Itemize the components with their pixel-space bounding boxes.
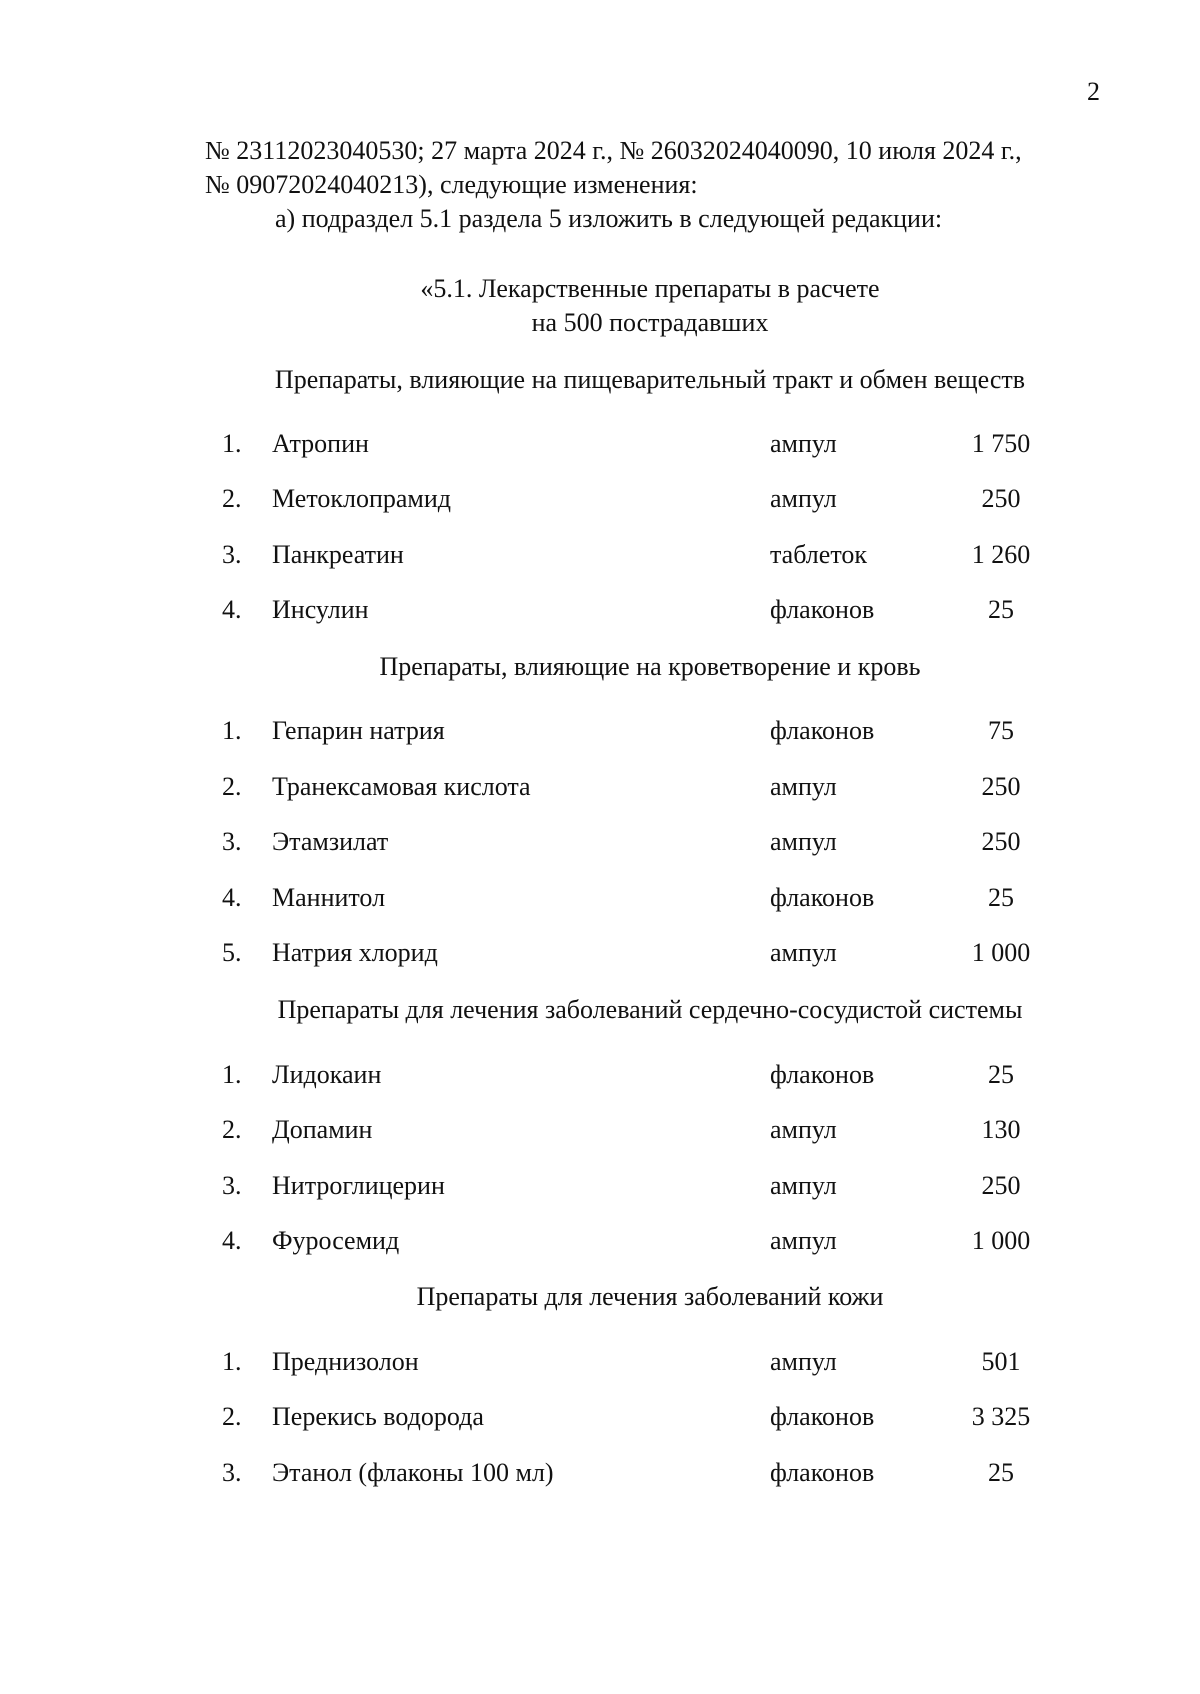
drug-name: Транексамовая кислота (272, 772, 531, 801)
drug-quantity: 25 (988, 595, 1014, 624)
row-number: 2. (222, 1402, 242, 1431)
drug-quantity: 1 750 (971, 429, 1031, 458)
drug-quantity: 250 (981, 827, 1021, 856)
drug-quantity: 250 (981, 772, 1021, 801)
drug-name: Гепарин натрия (272, 716, 445, 745)
drug-name: Лидокаин (272, 1060, 382, 1089)
drug-name: Допамин (272, 1115, 373, 1144)
drug-quantity: 250 (981, 484, 1021, 513)
drug-name: Инсулин (272, 595, 369, 624)
table-row (0, 428, 1200, 462)
drug-unit: флаконов (770, 883, 875, 912)
drug-name: Этамзилат (272, 827, 389, 856)
drug-name: Панкреатин (272, 540, 404, 569)
intro-line-2: № 09072024040213), следующие изменения: (205, 170, 698, 199)
drug-unit: флаконов (770, 1458, 875, 1487)
drug-unit: ампул (770, 827, 837, 856)
drug-name: Атропин (272, 429, 369, 458)
drug-quantity: 75 (988, 716, 1014, 745)
table-row (0, 1457, 1200, 1491)
drug-unit: флаконов (770, 1060, 875, 1089)
section-title-digestive: Препараты, влияющие на пищеварительный тракт и обмен веществ (274, 365, 1026, 394)
drug-unit: таблеток (770, 540, 867, 569)
drug-unit: ампул (770, 484, 837, 513)
row-number: 2. (222, 1115, 242, 1144)
table-row (0, 882, 1200, 916)
intro-paragraph (205, 135, 1105, 203)
section-title-skin: Препараты для лечения заболеваний кожи (416, 1282, 884, 1311)
table-row (0, 826, 1200, 860)
drug-quantity: 250 (981, 1171, 1021, 1200)
table-row (0, 1114, 1200, 1148)
drug-unit: ампул (770, 1347, 837, 1376)
table-row (0, 1170, 1200, 1204)
drug-quantity: 1 260 (971, 540, 1031, 569)
row-number: 1. (222, 716, 242, 745)
drug-quantity: 130 (981, 1115, 1021, 1144)
drug-unit: флаконов (770, 1402, 875, 1431)
row-number: 4. (222, 1226, 242, 1255)
drug-unit: ампул (770, 938, 837, 967)
page-number: 2 (1087, 77, 1100, 106)
drug-name: Нитроглицерин (272, 1171, 445, 1200)
drug-quantity: 25 (988, 883, 1014, 912)
row-number: 5. (222, 938, 242, 967)
table-row (0, 539, 1200, 573)
drug-quantity: 25 (988, 1060, 1014, 1089)
drug-quantity: 3 325 (971, 1402, 1031, 1431)
drug-name: Метоклопрамид (272, 484, 451, 513)
drug-unit: флаконов (770, 595, 875, 624)
instruction-line: а) подраздел 5.1 раздела 5 изложить в следующей редакции: (275, 204, 943, 233)
table-row (0, 715, 1200, 749)
table-row (0, 1401, 1200, 1435)
table-row (0, 1059, 1200, 1093)
drug-unit: ампул (770, 429, 837, 458)
section-heading-line-2: на 500 пострадавших (531, 308, 769, 337)
intro-line-1: № 23112023040530; 27 марта 2024 г., № 26032024040090, 10 июля 2024 г., (205, 136, 1022, 165)
table-row (0, 594, 1200, 628)
row-number: 1. (222, 1060, 242, 1089)
table-row (0, 1346, 1200, 1380)
row-number: 1. (222, 429, 242, 458)
drug-name: Маннитол (272, 883, 386, 912)
table-row (0, 1225, 1200, 1259)
drug-unit: ампул (770, 1115, 837, 1144)
table-row (0, 483, 1200, 517)
row-number: 2. (222, 772, 242, 801)
row-number: 4. (222, 595, 242, 624)
section-heading-line-1: «5.1. Лекарственные препараты в расчете (420, 274, 880, 303)
section-title-blood: Препараты, влияющие на кроветворение и кровь (379, 652, 921, 681)
row-number: 2. (222, 484, 242, 513)
row-number: 1. (222, 1347, 242, 1376)
row-number: 3. (222, 1458, 242, 1487)
drug-name: Натрия хлорид (272, 938, 438, 967)
row-number: 3. (222, 540, 242, 569)
drug-name: Фуросемид (272, 1226, 400, 1255)
section-title-cardiovascular: Препараты для лечения заболеваний сердечно-сосудистой системы (277, 995, 1023, 1024)
row-number: 4. (222, 883, 242, 912)
table-row (0, 771, 1200, 805)
drug-unit: флаконов (770, 716, 875, 745)
drug-unit: ампул (770, 1171, 837, 1200)
drug-quantity: 501 (981, 1347, 1021, 1376)
drug-quantity: 1 000 (971, 1226, 1031, 1255)
drug-quantity: 25 (988, 1458, 1014, 1487)
row-number: 3. (222, 1171, 242, 1200)
drug-unit: ампул (770, 1226, 837, 1255)
drug-name: Перекись водорода (272, 1402, 484, 1431)
drug-name: Преднизолон (272, 1347, 419, 1376)
drug-quantity: 1 000 (971, 938, 1031, 967)
row-number: 3. (222, 827, 242, 856)
table-row (0, 937, 1200, 971)
drug-unit: ампул (770, 772, 837, 801)
drug-name: Этанол (флаконы 100 мл) (272, 1458, 554, 1487)
